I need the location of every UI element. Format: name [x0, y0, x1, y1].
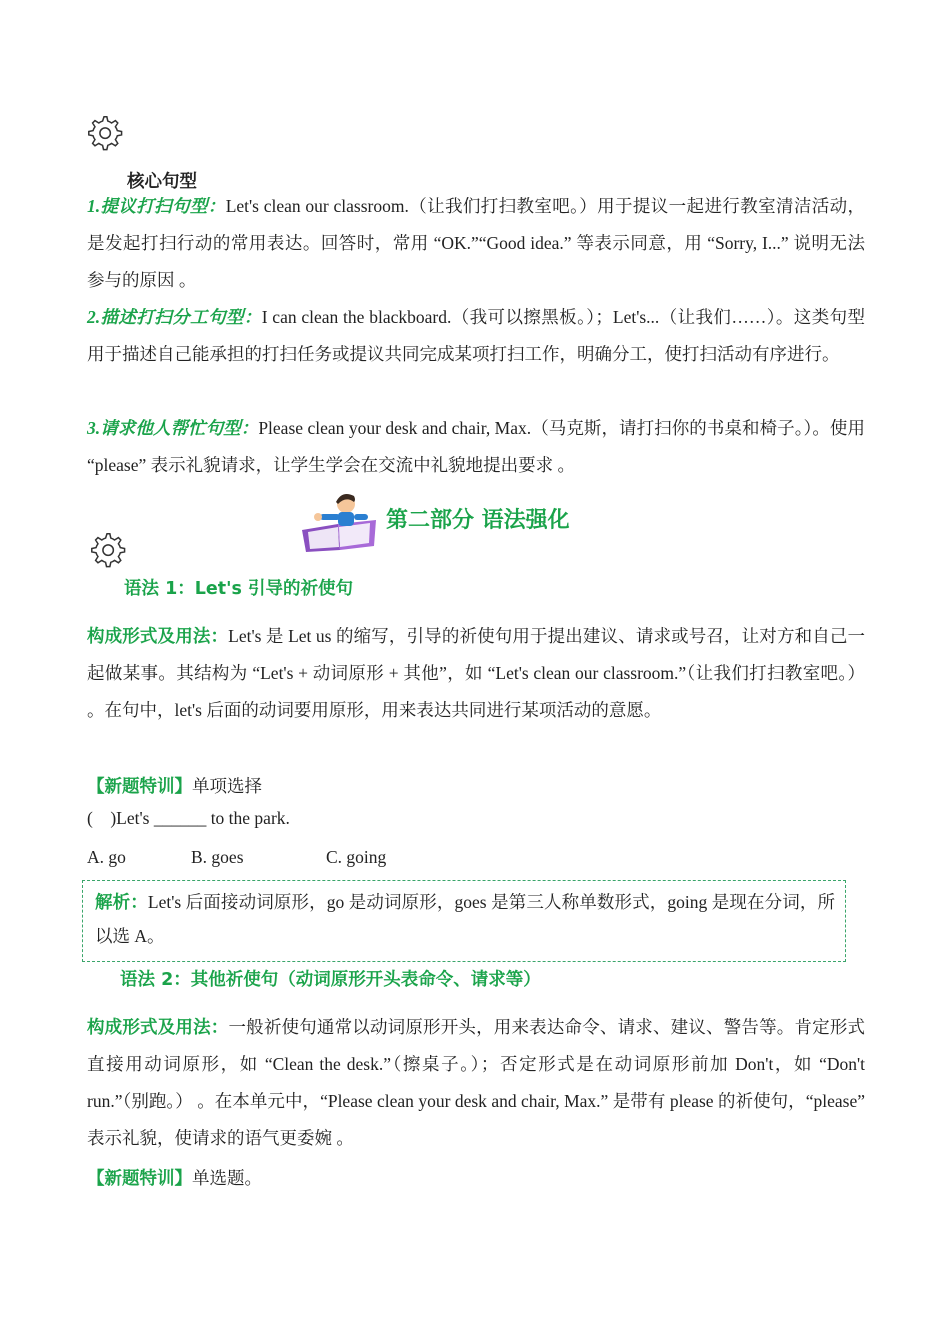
sentence-pattern-2 — [87, 299, 865, 373]
grammar2-title: 语法 2：其他祈使句（动词原形开头表命令、请求等） — [120, 970, 541, 990]
usage-text: Let's 是 Let us 的缩写，引导的祈使句用于提出建议、请求或号召，让对方和自己一起做某事。其结构为 “Let's + 动词原形 + 其他”，如 “Let's clean our classroom.”（让我们打扫教室吧。） 。在句中，let's 后面的动词要用原形，用来表达共同进行某项活动的意愿。 — [87, 626, 866, 720]
option-b: B. goes — [191, 847, 244, 867]
practice-type: 单选题。 — [192, 1168, 262, 1188]
practice-heading-1 — [87, 773, 262, 798]
reading-boy-illustration-icon — [298, 490, 380, 554]
sentence-pattern-1 — [87, 188, 865, 299]
pattern-text: Please clean your desk and chair, Max.（马克斯，请打扫你的书桌和椅子。）。使用 “please” 表示礼貌请求，让学生学会在交流中礼貌地提出要求 。 — [87, 418, 865, 475]
usage-label: 构成形式及用法： — [87, 1017, 229, 1037]
answer-text: Let's 后面接动词原形，go 是动词原形，goes 是第三人称单数形式，going 是现在分词，所以选 A。 — [95, 892, 835, 946]
pattern-label: 2.描述打扫分工句型： — [87, 307, 262, 327]
core-sentences-heading: 核心句型 — [127, 172, 197, 192]
practice-heading-2 — [87, 1165, 262, 1190]
practice-label: 【新题特训】 — [87, 776, 192, 796]
gear-icon — [85, 113, 123, 151]
answer-box — [82, 880, 846, 962]
pattern-label: 3.请求他人帮忙句型： — [87, 418, 259, 438]
answer-explanation — [95, 885, 835, 953]
part2-title: 第二部分 语法强化 — [386, 508, 570, 533]
option-c: C. going — [326, 847, 387, 867]
practice-label: 【新题特训】 — [87, 1168, 192, 1188]
question-text: ( )Let's ______ to the park. — [87, 808, 290, 828]
pattern-label: 1.提议打扫句型： — [87, 196, 226, 216]
gear-icon — [88, 530, 126, 568]
usage-text: 一般祈使句通常以动词原形开头，用来表达命令、请求、建议、警告等。肯定形式直接用动词原形，如 “Clean the desk.”（擦桌子。）；否定形式是在动词原形前加 Don't，如 “Don't run.”（别跑。） 。在本单元中，“Please clean your desk and chair, Max.” 是带有 please 的祈使句，“please” 表示礼貌，使请求的语气更委婉 。 — [87, 1017, 866, 1148]
pattern-text: Let's clean our classroom.（让我们打扫教室吧。）用于提议一起进行教室清洁活动，是发起打扫行动的常用表达。回答时，常用 “OK.”“Good idea.” 等表示同意，用 “Sorry, I...” 说明无法参与的原因 。 — [87, 196, 865, 290]
practice-type: 单项选择 — [192, 776, 262, 796]
pattern-text: I can clean the blackboard.（我可以擦黑板。）；Let's...（让我们……）。这类句型用于描述自己能承担的打扫任务或提议共同完成某项打扫工作，明确分工，使打扫活动有序进行。 — [87, 307, 865, 364]
option-a: A. go — [87, 847, 126, 867]
grammar2-usage — [87, 1009, 865, 1157]
usage-label: 构成形式及用法： — [87, 626, 229, 646]
grammar1-usage — [87, 618, 865, 729]
sentence-pattern-3 — [87, 410, 865, 484]
grammar1-title: 语法 1：Let's 引导的祈使句 — [124, 579, 354, 599]
answer-label: 解析： — [95, 892, 148, 912]
